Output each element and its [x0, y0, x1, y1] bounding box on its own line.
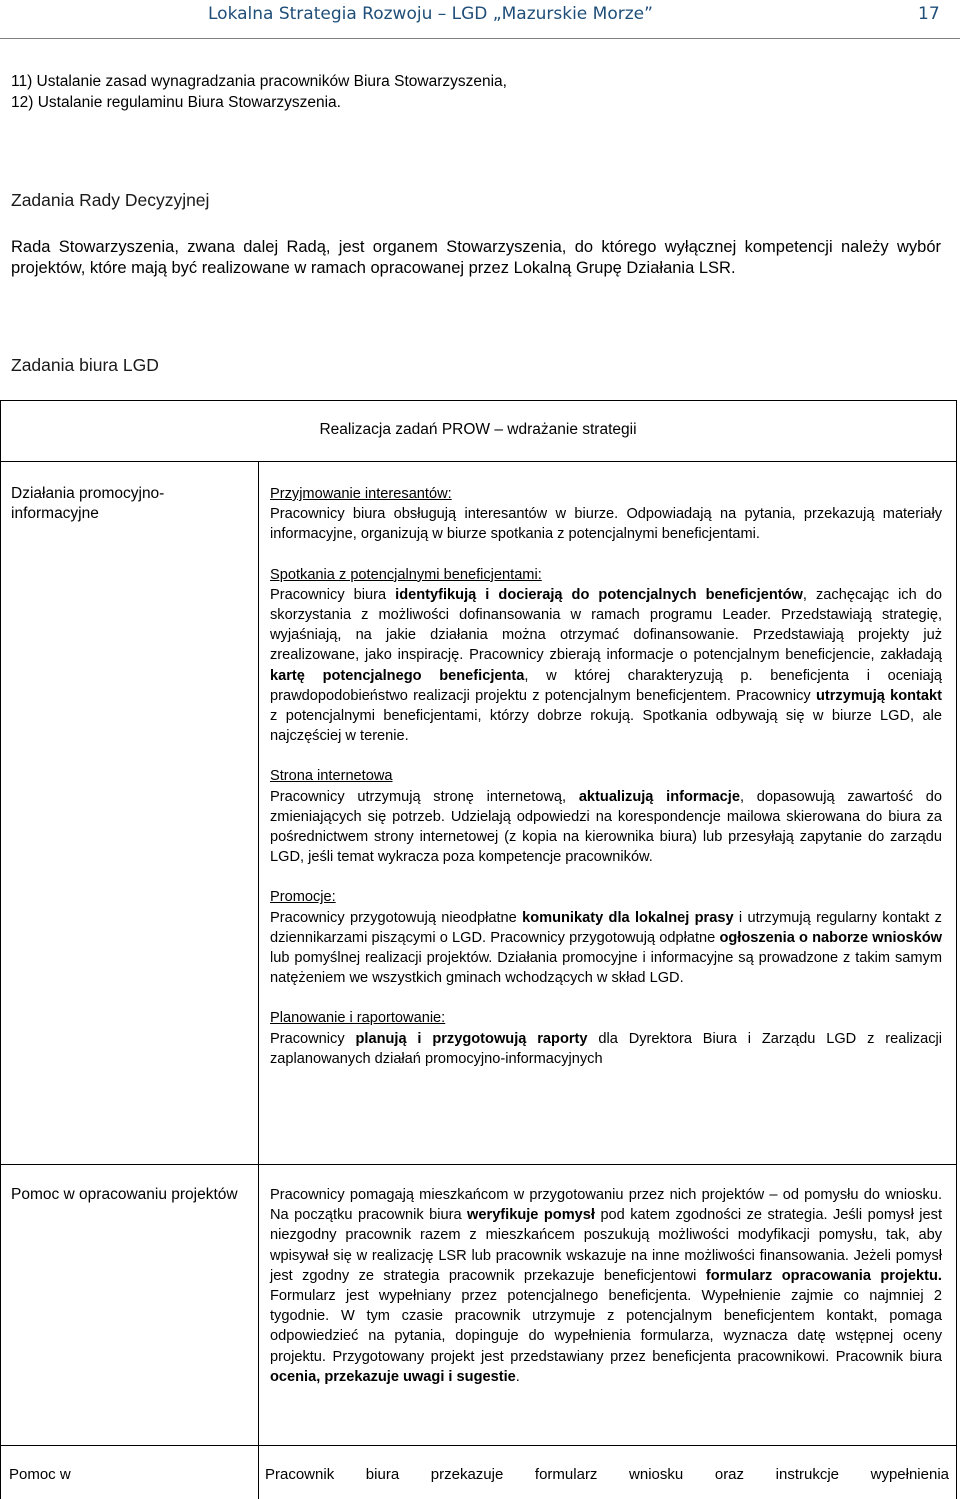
list-item: 11) Ustalanie zasad wynagradzania pracowników Biura Stowarzyszenia,: [11, 73, 507, 90]
section-spotkania: [270, 565, 942, 747]
table-border: [258, 461, 259, 1499]
row-label-projects: Pomoc w opracowaniu projektów: [11, 1186, 238, 1203]
section-title: Przyjmowanie interesantów:: [270, 486, 452, 502]
section-interesanci: [270, 484, 942, 545]
table-border: [0, 1445, 957, 1446]
row-content-projects: [270, 1185, 942, 1387]
section-strona: [270, 766, 942, 867]
page-number: 17: [918, 4, 940, 24]
section-text: Pracownicy utrzymują stronę internetową, aktualizują informacje, dopasowują zawartość do zmieniających się potrzeb. Udzielają odpowiedzi na korespondencje mailowa skierowana do biura za pośrednictwem strony internetowej (z kopia na kierownika biura) lub przesyłają zapytanie do zarządu LGD, jeśli temat wykracza poza kompetencje pracowników.: [270, 788, 942, 866]
header-title: Lokalna Strategia Rozwoju – LGD „Mazurskie Morze”: [208, 4, 653, 24]
section-title: Strona internetowa: [270, 768, 393, 785]
section-title: Spotkania z potencjalnymi beneficjentami:: [270, 566, 542, 583]
header-rule: [0, 38, 960, 39]
table-border: [0, 461, 957, 462]
table-banner: Realizacja zadań PROW – wdrażanie strategii: [319, 421, 637, 438]
table-border: [0, 1164, 957, 1165]
page-header: [0, 0, 960, 30]
section-title: Planowanie i raportowanie:: [270, 1010, 446, 1027]
section-promocje: [270, 887, 942, 988]
row-content-applications: Pracownik biura przekazuje formularz wniosku oraz instrukcje wypełnienia: [265, 1466, 949, 1483]
row-label-applications: Pomoc w: [9, 1466, 71, 1483]
table-border: [0, 400, 957, 401]
rada-paragraph: Rada Stowarzyszenia, zwana dalej Radą, jest organem Stowarzyszenia, do którego wyłącznej kompetencji należy wybór projektów, które mają być realizowane w ramach opracowanej przez Lokalną Grupę Działania LSR.: [11, 238, 941, 277]
section-text: Pracownicy planują i przygotowują raporty dla Dyrektora Biura i Zarządu LGD z realizacji zaplanowanych działań promocyjno-informacyjnych: [270, 1030, 943, 1067]
row-text: Pracownicy pomagają mieszkańcom w przygotowaniu przez nich projektów – od pomysłu do wniosku. Na początku pracownik biura weryfikuje pomysł pod katem zgodności ze strategia. Jeśli pomysł jest niezgodny pracownik razem z mieszkańcem poszukują możliwości modyfikacji pomysłu, tak, aby wpisywał się w realizację LSR lub pracownik wskazuje na inne możliwości finansowania. Jeżeli pomysł jest zgodny ze strategia pracownik przekazuje beneficjentowi formularz opracowania projektu. Formularz jest wypełniany przez potencjalnego beneficjenta. Wypełnienie zajmie co najmniej 2 tygodnie. W tym czasie pracownik utrzymuje z potencjalnym beneficjentem kontakt, pomaga odpowiedzieć na pytania, dopinguje do wypełnienia formularza, wyznacza datę wstępnej oceny projektu. Przygotowany projekt jest przedstawiany przez beneficjenta pracownikowi. Pracownik biura ocenia, przekazuje uwagi i sugestie.: [270, 1187, 942, 1385]
section-text: Pracownicy przygotowują nieodpłatne komunikaty dla lokalnej prasy i utrzymują regularny kontakt z dziennikarzami piszącymi o LGD. Pracownicy przygotowują odpłatne ogłoszenia o naborze wniosków lub pomyślnej realizacji projektów. Działania promocyjne i informacyjne są prowadzone z takim samym natężeniem we wszystkich gminach wchodzących w skład LGD.: [270, 909, 942, 987]
table-border: [0, 400, 1, 1499]
row-content-promotion: [270, 484, 942, 1089]
list-item: 12) Ustalanie regulaminu Biura Stowarzyszenia.: [11, 94, 341, 111]
row-label-promotion: Działania promocyjno-informacyjne: [11, 485, 165, 522]
section-planowanie: [270, 1008, 942, 1069]
biuro-heading: Zadania biura LGD: [11, 355, 159, 375]
section-text: Pracownicy biura obsługują interesantów w biurze. Odpowiadają na pytania, przekazują materiały informacyjne, organizują w biurze spotkania z potencjalnymi beneficjentami.: [270, 506, 942, 543]
table-border: [956, 400, 957, 1499]
section-title: Promocje:: [270, 889, 336, 906]
rada-heading: Zadania Rady Decyzyjnej: [11, 190, 210, 210]
section-text: Pracownicy biura identyfikują i docierają do potencjalnych beneficjentów, zachęcając ich do skorzystania z możliwości dofinansowania w ramach programu Leader. Przedstawiają strategię, wyjaśniają, na jakie działania można otrzymać dofinansowanie. Przedstawiają projekty już zrealizowane, jako inspirację. Pracownicy zbierają informacje o potencjalnym beneficjencie, zakładają kartę potencjalnego beneficjenta, w której charakteryzują p. beneficjenta i oceniają prawdopodobieństwo realizacji projektu z potencjalnym beneficjentem. Pracownicy utrzymują kontakt z potencjalnymi beneficjentami, którzy dobrze rokują. Spotkania odbywają się w biurze LGD, ale najczęściej w terenie.: [270, 586, 943, 745]
